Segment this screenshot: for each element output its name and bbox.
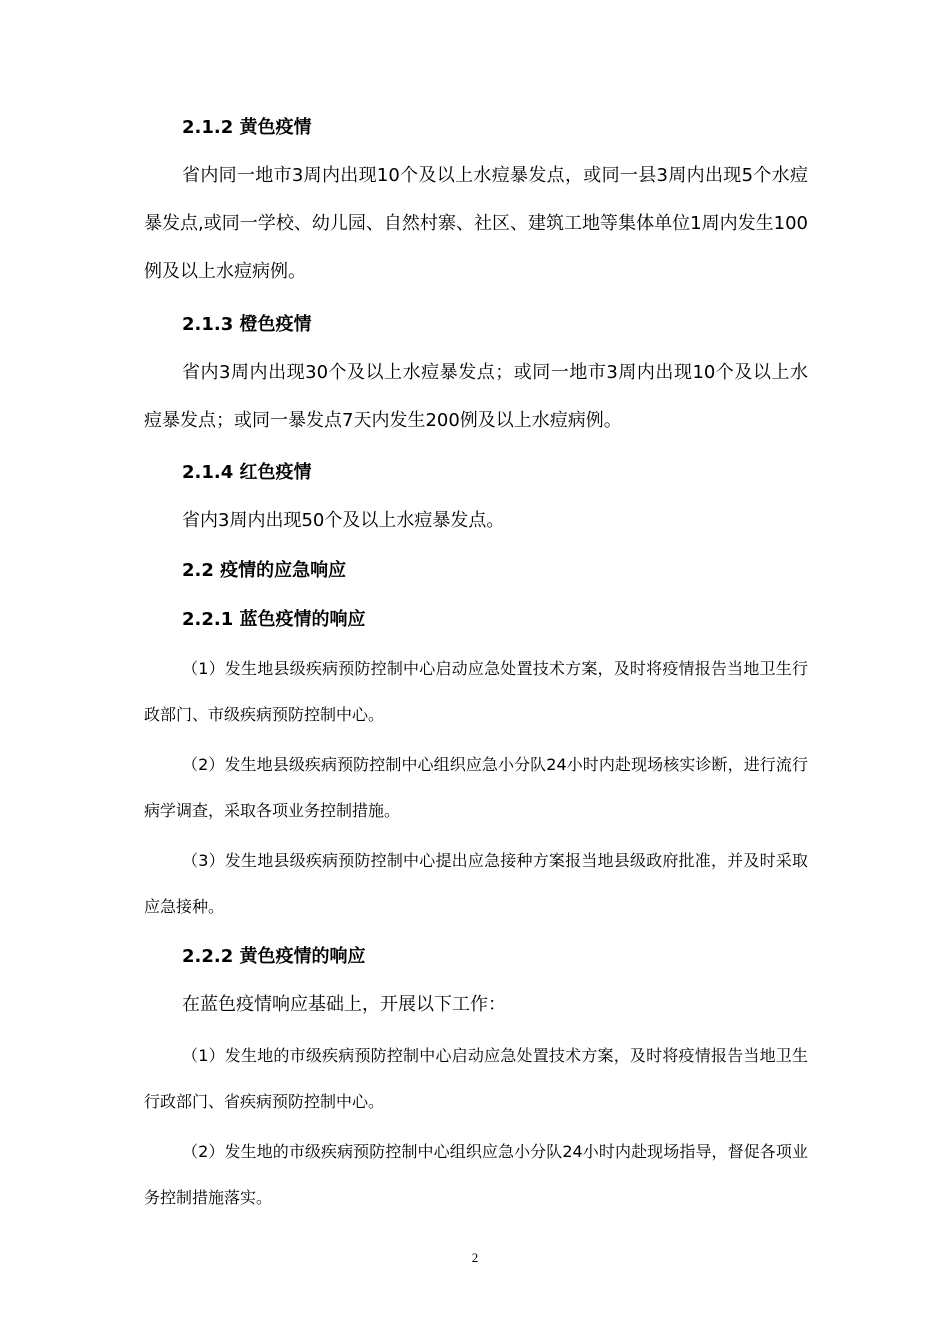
blue-response-item-3: （3）发生地县级疾病预防控制中心提出应急接种方案报当地县级政府批准，并及时采取应急接种。 [144, 851, 808, 916]
page-number: 2 [471, 1250, 479, 1265]
heading-2-2-2: 2.2.2 黄色疫情的响应 [182, 946, 366, 967]
blue-response-item-2: （2）发生地县级疾病预防控制中心组织应急小分队24小时内赴现场核实诊断，进行流行病学调查，采取各项业务控制措施。 [144, 755, 808, 820]
heading-2-1-3: 2.1.3 橙色疫情 [182, 314, 312, 335]
heading-2-2: 2.2 疫情的应急响应 [182, 560, 347, 581]
paragraph-yellow-response-intro: 在蓝色疫情响应基础上，开展以下工作： [182, 994, 506, 1015]
heading-2-2-1: 2.2.1 蓝色疫情的响应 [182, 609, 366, 630]
yellow-response-item-2: （2）发生地的市级疾病预防控制中心组织应急小分队24小时内赴现场指导，督促各项业务控制措施落实。 [144, 1142, 808, 1207]
paragraph-orange-criteria: 省内3周内出现30个及以上水痘暴发点；或同一地市3周内出现10个及以上水痘暴发点；或同一暴发点7天内发生200例及以上水痘病例。 [144, 362, 808, 431]
yellow-response-item-1: （1）发生地的市级疾病预防控制中心启动应急处置技术方案，及时将疫情报告当地卫生行政部门、省疾病预防控制中心。 [144, 1046, 808, 1111]
heading-2-1-4: 2.1.4 红色疫情 [182, 462, 312, 483]
paragraph-red-criteria: 省内3周内出现50个及以上水痘暴发点。 [182, 510, 505, 531]
paragraph-yellow-criteria: 省内同一地市3周内出现10个及以上水痘暴发点，或同一县3周内出现5个水痘暴发点,或同一学校、幼儿园、自然村寨、社区、建筑工地等集体单位1周内发生100例及以上水痘病例。 [144, 165, 808, 282]
blue-response-item-1: （1）发生地县级疾病预防控制中心启动应急处置技术方案，及时将疫情报告当地卫生行政部门、市级疾病预防控制中心。 [144, 659, 808, 724]
heading-2-1-2: 2.1.2 黄色疫情 [182, 117, 312, 138]
